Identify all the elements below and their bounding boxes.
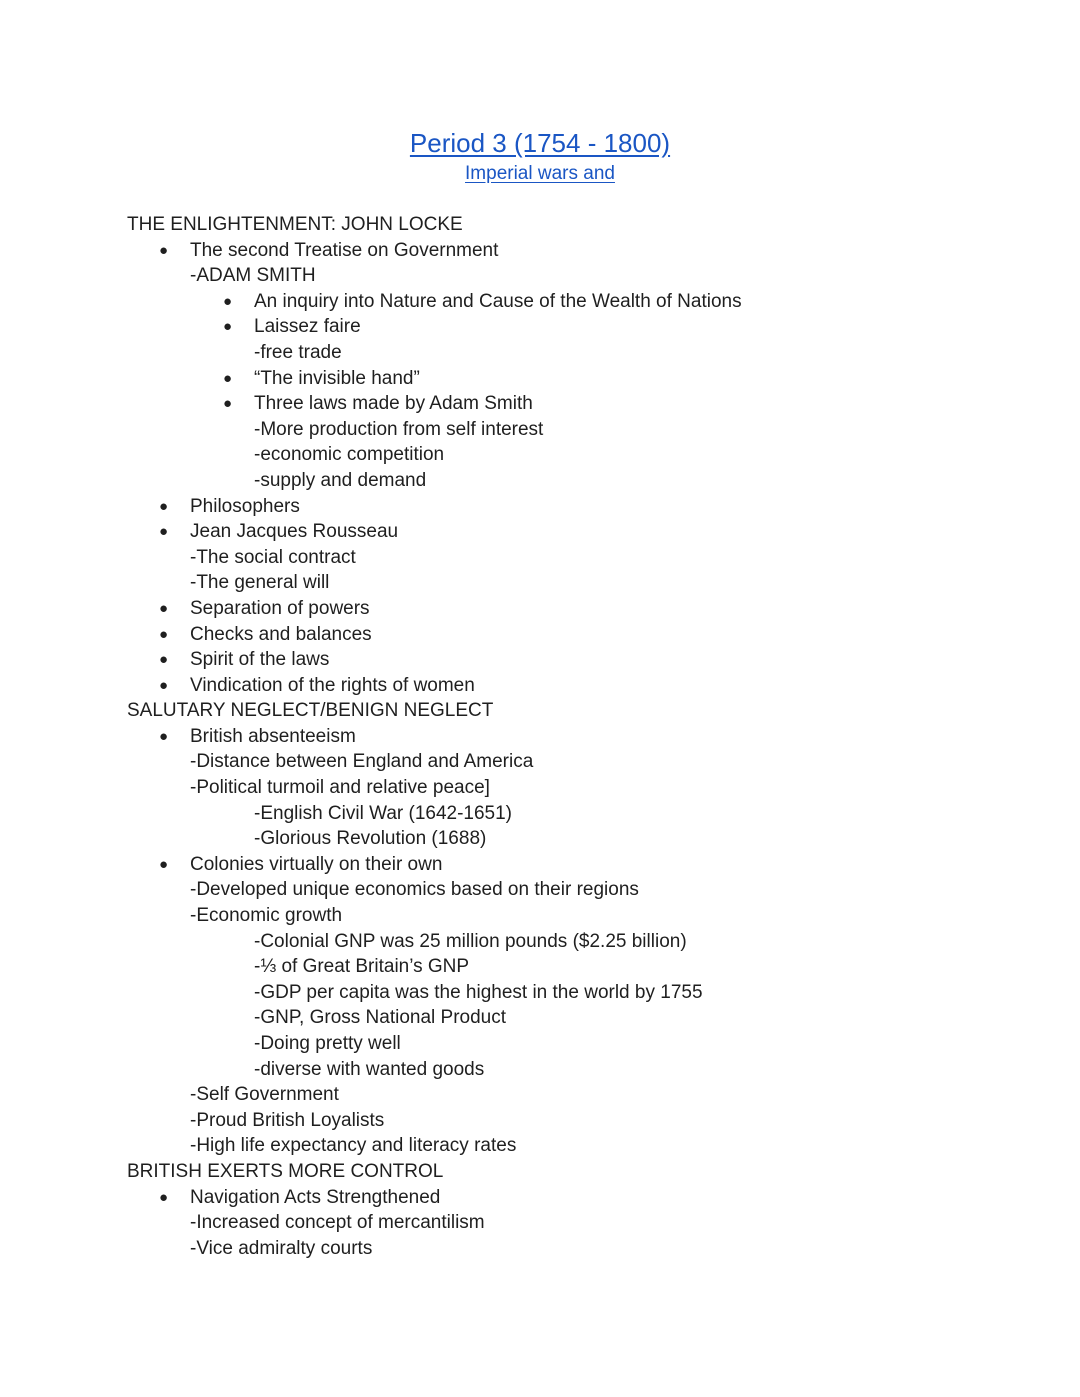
list-item	[0, 238, 1080, 264]
bullet-icon: ●	[159, 497, 169, 515]
line-text: The second Treatise on Government	[190, 239, 499, 261]
line-text: -The social contract	[190, 546, 356, 568]
list-item	[0, 1210, 1080, 1236]
line-text: THE ENLIGHTENMENT: JOHN LOCKE	[127, 214, 463, 235]
list-item	[0, 877, 1080, 903]
list-item	[0, 519, 1080, 545]
line-text: -GDP per capita was the highest in the world by 1755	[254, 981, 703, 1003]
bullet-icon: ●	[159, 599, 169, 617]
line-text: Spirit of the laws	[190, 649, 330, 671]
line-text: -High life expectancy and literacy rates	[190, 1135, 517, 1157]
line-text: -diverse with wanted goods	[254, 1058, 485, 1080]
line-text: British absenteeism	[190, 725, 356, 747]
bullet-icon: ●	[159, 855, 169, 873]
list-item	[0, 826, 1080, 852]
list-item	[0, 724, 1080, 750]
line-text: -Vice admiralty courts	[190, 1237, 373, 1259]
list-item	[0, 1031, 1080, 1057]
bullet-icon: ●	[223, 369, 233, 387]
bullet-icon: ●	[223, 395, 233, 413]
list-item	[0, 1236, 1080, 1262]
list-item	[0, 340, 1080, 366]
list-item	[0, 1005, 1080, 1031]
line-text: -Economic growth	[190, 905, 343, 927]
list-item	[0, 314, 1080, 340]
list-item	[0, 775, 1080, 801]
line-text: “The invisible hand”	[254, 367, 420, 389]
line-text: BRITISH EXERTS MORE CONTROL	[127, 1160, 444, 1182]
line-text: Separation of powers	[190, 597, 370, 619]
document-subtitle[interactable]: Imperial wars and	[465, 163, 615, 184]
list-item	[0, 647, 1080, 673]
list-item	[0, 417, 1080, 443]
line-text: -economic competition	[254, 444, 445, 466]
line-text: Three laws made by Adam Smith	[254, 393, 533, 415]
bullet-icon: ●	[159, 625, 169, 643]
list-item	[0, 1057, 1080, 1083]
line-text: Checks and balances	[190, 623, 372, 645]
list-item	[0, 570, 1080, 596]
line-text: Laissez faire	[254, 316, 361, 338]
list-item	[0, 545, 1080, 571]
list-item	[0, 289, 1080, 315]
list-item	[0, 366, 1080, 392]
line-text: -Glorious Revolution (1688)	[254, 828, 487, 850]
line-text: -ADAM SMITH	[190, 265, 316, 287]
line-text: -The general will	[190, 572, 330, 594]
line-text: -More production from self interest	[254, 418, 544, 440]
bullet-icon: ●	[159, 1188, 169, 1206]
section-heading	[0, 212, 1080, 238]
line-text: -Distance between England and America	[190, 751, 534, 773]
line-text: SALUTARY NEGLECT/BENIGN NEGLECT	[127, 700, 494, 722]
line-text: Philosophers	[190, 495, 300, 517]
list-item	[0, 980, 1080, 1006]
line-text: -free trade	[254, 341, 342, 363]
line-text: -supply and demand	[254, 469, 427, 491]
list-item	[0, 263, 1080, 289]
bullet-icon: ●	[159, 651, 169, 669]
list-item	[0, 749, 1080, 775]
bullet-icon: ●	[159, 241, 169, 259]
list-item	[0, 954, 1080, 980]
line-text: -Increased concept of mercantilism	[190, 1212, 485, 1234]
list-item	[0, 494, 1080, 520]
list-item	[0, 903, 1080, 929]
list-item	[0, 391, 1080, 417]
list-item	[0, 442, 1080, 468]
line-text: -Self Government	[190, 1084, 339, 1106]
line-text: Navigation Acts Strengthened	[190, 1186, 441, 1208]
line-text: -Developed unique economics based on their regions	[190, 879, 639, 901]
line-text: -Proud British Loyalists	[190, 1109, 385, 1131]
line-text: -⅓ of Great Britain’s GNP	[254, 956, 470, 978]
section-heading	[0, 1159, 1080, 1185]
bullet-icon: ●	[159, 676, 169, 694]
line-text: Vindication of the rights of women	[190, 674, 475, 696]
line-text: Jean Jacques Rousseau	[190, 521, 399, 543]
line-text: Colonies virtually on their own	[190, 853, 443, 875]
section-heading	[0, 698, 1080, 724]
list-item	[0, 1185, 1080, 1211]
list-item	[0, 596, 1080, 622]
line-text: -Political turmoil and relative peace]	[190, 777, 490, 799]
list-item	[0, 929, 1080, 955]
bullet-icon: ●	[223, 318, 233, 336]
bullet-icon: ●	[159, 523, 169, 541]
line-text: -Colonial GNP was 25 million pounds ($2.25 billion)	[254, 930, 687, 952]
line-text: -Doing pretty well	[254, 1033, 401, 1054]
list-item	[0, 673, 1080, 699]
list-item	[0, 622, 1080, 648]
line-text: An inquiry into Nature and Cause of the Wealth of Nations	[254, 290, 742, 312]
notes-outline	[0, 212, 1080, 1261]
list-item	[0, 1108, 1080, 1134]
line-text: -English Civil War (1642-1651)	[254, 802, 513, 824]
line-text: -GNP, Gross National Product	[254, 1007, 507, 1029]
bullet-icon: ●	[223, 292, 233, 310]
list-item	[0, 801, 1080, 827]
list-item	[0, 1082, 1080, 1108]
list-item	[0, 852, 1080, 878]
list-item	[0, 468, 1080, 494]
bullet-icon: ●	[159, 727, 169, 745]
document-title[interactable]: Period 3 (1754 - 1800)	[409, 128, 671, 158]
list-item	[0, 1133, 1080, 1159]
